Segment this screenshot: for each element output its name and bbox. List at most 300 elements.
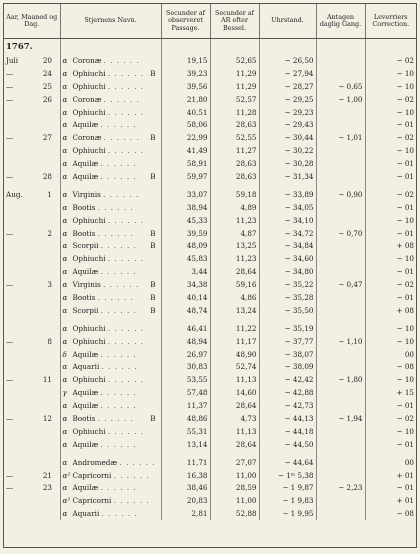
star-symbol: δ — [62, 349, 67, 359]
leverrier-correction: − 01 — [365, 265, 416, 278]
day: 11 — [42, 375, 52, 385]
leverrier-correction: − 10 — [365, 252, 416, 265]
star-symbol: α — [62, 280, 68, 290]
date-cell — [4, 131, 60, 144]
daily-rate — [316, 360, 365, 373]
clock-error: − 34,84 — [259, 239, 316, 252]
star-symbol: α — [62, 375, 68, 385]
star-cell — [60, 317, 161, 335]
star-name: Ophiuchi — [72, 215, 106, 225]
observed-seconds: 30,83 — [161, 360, 210, 373]
month: — — [6, 375, 14, 385]
star-name: Coronæ — [72, 94, 102, 104]
bessel-seconds: 28,59 — [210, 482, 259, 495]
month: — — [6, 483, 14, 493]
leader-dots: . . . . . . — [119, 457, 156, 467]
leader-dots: . . . . . . — [100, 120, 137, 130]
daily-rate — [316, 170, 365, 183]
clock-error: − 37,77 — [259, 335, 316, 348]
date-cell — [4, 170, 60, 183]
date-cell — [4, 451, 60, 469]
star-name: Ophiuchi — [72, 254, 106, 264]
observed-seconds: 48,09 — [161, 239, 210, 252]
bessel-seconds: 4,87 — [210, 227, 259, 240]
month: — — [6, 228, 14, 238]
star-symbol: α — [62, 202, 68, 212]
day: 23 — [42, 483, 52, 493]
star-symbol: α — [62, 55, 68, 65]
table-row — [4, 201, 416, 214]
date-cell — [4, 348, 60, 361]
star-symbol: α — [62, 483, 68, 493]
star-symbol: α — [62, 362, 68, 372]
daily-rate: − 1,00 — [316, 93, 365, 106]
day: 1 — [47, 189, 52, 199]
table-row — [4, 482, 416, 495]
bessel-seconds: 52,57 — [210, 93, 259, 106]
star-name: Aquilæ — [72, 439, 99, 449]
date-cell — [4, 106, 60, 119]
star-symbol: α — [62, 215, 68, 225]
clock-error: − 29,43 — [259, 118, 316, 131]
star-cell — [60, 507, 161, 520]
leader-dots: . . . . . . — [100, 159, 137, 169]
star-name: Ophiuchi — [72, 426, 106, 436]
leverrier-correction: − 10 — [365, 67, 416, 80]
daily-rate — [316, 438, 365, 451]
star-name: Aquilæ — [72, 267, 99, 277]
bessel-seconds: 59,18 — [210, 183, 259, 201]
clock-error: − 42,88 — [259, 386, 316, 399]
bessel-seconds: 14,60 — [210, 386, 259, 399]
star-cell — [60, 93, 161, 106]
table-row — [4, 265, 416, 278]
star-symbol: γ — [62, 388, 67, 398]
star-symbol: α — [62, 305, 68, 315]
observed-seconds: 20,83 — [161, 494, 210, 507]
table-row — [4, 183, 416, 201]
leverrier-correction: − 01 — [365, 118, 416, 131]
star-symbol: α — [62, 426, 68, 436]
bessel-seconds: 11,29 — [210, 80, 259, 93]
star-symbol: α — [62, 336, 68, 346]
star-cell — [60, 214, 161, 227]
table-row — [4, 214, 416, 227]
date-cell — [4, 183, 60, 201]
leader-dots: . . . . . . — [100, 388, 137, 398]
leader-dots: . . . . . . — [100, 401, 137, 411]
leverrier-correction: − 01 — [365, 482, 416, 495]
month: Aug. — [6, 189, 23, 199]
date-cell — [4, 201, 60, 214]
daily-rate — [316, 118, 365, 131]
star-cell — [60, 494, 161, 507]
observed-seconds: 58,06 — [161, 118, 210, 131]
star-symbol: α — [62, 133, 68, 143]
star-name: Ophiuchi — [72, 323, 106, 333]
star-symbol: α — [62, 228, 68, 238]
star-name: Scorpii — [72, 305, 99, 315]
bessel-seconds: 48,90 — [210, 348, 259, 361]
star-name: Coronæ — [72, 55, 102, 65]
leverrier-correction: − 01 — [365, 399, 416, 412]
table-row — [4, 239, 416, 252]
star-cell — [60, 239, 161, 252]
day: 25 — [42, 81, 52, 91]
observed-seconds: 48,94 — [161, 335, 210, 348]
table-row — [4, 507, 416, 520]
star-symbol: α — [62, 401, 68, 411]
table-row — [4, 67, 416, 80]
bessel-seconds: 52,55 — [210, 131, 259, 144]
star-name: Ophiuchi — [72, 81, 106, 91]
date-cell — [4, 214, 60, 227]
header-bessel: Secunder af AR efter Bessel. — [210, 4, 259, 39]
leader-dots: . . . . . . — [107, 68, 144, 78]
star-cell — [60, 482, 161, 495]
daily-rate — [316, 451, 365, 469]
bessel-seconds: 4,73 — [210, 412, 259, 425]
bessel-flag: B — [150, 305, 156, 315]
observed-seconds: 59,97 — [161, 170, 210, 183]
daily-rate — [316, 54, 365, 67]
star-name: Bootis — [72, 202, 96, 212]
observed-seconds: 39,56 — [161, 80, 210, 93]
star-cell — [60, 425, 161, 438]
leader-dots: . . . . . . — [107, 254, 144, 264]
observed-seconds: 57,48 — [161, 386, 210, 399]
star-name: Ophiuchi — [72, 107, 106, 117]
day: 20 — [42, 55, 52, 65]
observed-seconds: 33,07 — [161, 183, 210, 201]
leverrier-correction: − 10 — [365, 373, 416, 386]
daily-rate — [316, 469, 365, 482]
observed-seconds: 40,51 — [161, 106, 210, 119]
bessel-seconds: 11,22 — [210, 317, 259, 335]
bessel-seconds: 11,27 — [210, 144, 259, 157]
clock-error: − 34,72 — [259, 227, 316, 240]
bessel-flag: B — [150, 413, 156, 423]
date-cell — [4, 425, 60, 438]
month: Juli — [6, 55, 19, 65]
bessel-seconds: 28,63 — [210, 157, 259, 170]
date-cell — [4, 317, 60, 335]
observed-seconds: 39,23 — [161, 67, 210, 80]
leverrier-correction: − 01 — [365, 170, 416, 183]
leverrier-correction: − 08 — [365, 507, 416, 520]
bessel-seconds: 28,64 — [210, 265, 259, 278]
bessel-flag: B — [150, 228, 156, 238]
leader-dots: . . . . . . — [103, 280, 140, 290]
daily-rate — [316, 144, 365, 157]
clock-error: − 38,09 — [259, 360, 316, 373]
clock-error: − 34,60 — [259, 252, 316, 265]
star-name: Ophiuchi — [72, 68, 106, 78]
leverrier-correction: 00 — [365, 451, 416, 469]
star-symbol: α² — [62, 470, 71, 480]
star-symbol: α — [62, 94, 68, 104]
header-clock: Uhrstand. — [259, 4, 316, 39]
bessel-seconds: 52,74 — [210, 360, 259, 373]
day: 28 — [42, 171, 52, 181]
clock-error: − 30,44 — [259, 131, 316, 144]
daily-rate — [316, 214, 365, 227]
daily-rate: − 0,70 — [316, 227, 365, 240]
table-row — [4, 386, 416, 399]
day: 3 — [47, 280, 52, 290]
day: 2 — [47, 228, 52, 238]
month: — — [6, 470, 14, 480]
star-symbol: α — [62, 267, 68, 277]
leader-dots: . . . . . . — [107, 146, 144, 156]
header-date: Aar, Maaned og Dag. — [4, 4, 60, 39]
star-symbol: α — [62, 146, 68, 156]
observed-seconds: 38,94 — [161, 201, 210, 214]
date-cell — [4, 252, 60, 265]
bessel-seconds: 11,23 — [210, 214, 259, 227]
star-symbol: α — [62, 120, 68, 130]
date-cell — [4, 144, 60, 157]
bessel-seconds: 13,25 — [210, 239, 259, 252]
date-cell — [4, 360, 60, 373]
table-row — [4, 304, 416, 317]
table-row — [4, 348, 416, 361]
year-label: 1767. — [6, 41, 33, 52]
observed-seconds: 39,59 — [161, 227, 210, 240]
leader-dots: . . . . . . — [107, 426, 144, 436]
observed-seconds: 22,99 — [161, 131, 210, 144]
leader-dots: . . . . . . — [107, 336, 144, 346]
star-symbol: α — [62, 457, 68, 467]
star-name: Capricorni — [72, 470, 112, 480]
star-cell — [60, 170, 161, 183]
daily-rate — [316, 399, 365, 412]
clock-error: − 33,89 — [259, 183, 316, 201]
leader-dots: . . . . . . — [97, 202, 134, 212]
leader-dots: . . . . . . — [107, 323, 144, 333]
leverrier-correction: − 02 — [365, 54, 416, 67]
leverrier-correction: + 15 — [365, 386, 416, 399]
clock-error: − 27,94 — [259, 67, 316, 80]
table-row — [4, 373, 416, 386]
star-symbol: α² — [62, 496, 71, 506]
observed-seconds: 19,15 — [161, 54, 210, 67]
daily-rate — [316, 67, 365, 80]
star-name: Aquilæ — [72, 171, 99, 181]
table-row — [4, 399, 416, 412]
star-cell — [60, 360, 161, 373]
bessel-seconds: 4,86 — [210, 291, 259, 304]
leverrier-correction: − 02 — [365, 131, 416, 144]
table-row — [4, 227, 416, 240]
daily-rate — [316, 157, 365, 170]
leader-dots: . . . . . . — [97, 292, 134, 302]
bessel-seconds: 11,29 — [210, 67, 259, 80]
observed-seconds: 48,74 — [161, 304, 210, 317]
star-symbol: α — [62, 413, 68, 423]
table-row — [4, 438, 416, 451]
star-name: Aquilæ — [72, 120, 99, 130]
date-cell — [4, 227, 60, 240]
date-cell — [4, 438, 60, 451]
clock-error: − 1 9,83 — [259, 494, 316, 507]
clock-error: − 29,23 — [259, 106, 316, 119]
leverrier-correction: 00 — [365, 348, 416, 361]
clock-error: − 42,73 — [259, 399, 316, 412]
bessel-seconds: 11,17 — [210, 335, 259, 348]
star-name: Aquilæ — [72, 159, 99, 169]
star-cell — [60, 469, 161, 482]
star-symbol: α — [62, 107, 68, 117]
bessel-seconds: 52,65 — [210, 54, 259, 67]
clock-error: − 42,42 — [259, 373, 316, 386]
observed-seconds: 3,44 — [161, 265, 210, 278]
leverrier-correction: − 10 — [365, 335, 416, 348]
star-cell — [60, 386, 161, 399]
year-row — [4, 39, 416, 55]
day: 24 — [42, 68, 52, 78]
daily-rate — [316, 304, 365, 317]
leverrier-correction: − 10 — [365, 425, 416, 438]
leader-dots: . . . . . . — [97, 228, 134, 238]
table-row — [4, 170, 416, 183]
observed-seconds: 11,37 — [161, 399, 210, 412]
star-name: Ophiuchi — [72, 375, 106, 385]
star-symbol: α — [62, 509, 68, 519]
daily-rate — [316, 507, 365, 520]
leader-dots: . . . . . . — [101, 509, 138, 519]
daily-rate — [316, 386, 365, 399]
daily-rate: − 1,10 — [316, 335, 365, 348]
star-cell — [60, 348, 161, 361]
star-name: Aquilæ — [72, 349, 99, 359]
star-name: Coronæ — [72, 133, 102, 143]
star-cell — [60, 265, 161, 278]
bessel-seconds: 28,63 — [210, 170, 259, 183]
daily-rate: − 1,94 — [316, 412, 365, 425]
star-cell — [60, 157, 161, 170]
star-cell — [60, 291, 161, 304]
star-name: Bootis — [72, 292, 96, 302]
table-row — [4, 157, 416, 170]
clock-error: − 30,28 — [259, 157, 316, 170]
leader-dots: . . . . . . — [107, 375, 144, 385]
bessel-seconds: 11,00 — [210, 494, 259, 507]
day: 21 — [42, 470, 52, 480]
table-row — [4, 131, 416, 144]
daily-rate — [316, 239, 365, 252]
bessel-flag: B — [150, 292, 156, 302]
table-row — [4, 80, 416, 93]
star-symbol: α — [62, 159, 68, 169]
clock-error: − 44,18 — [259, 425, 316, 438]
daily-rate: − 1,01 — [316, 131, 365, 144]
bessel-seconds: 52,88 — [210, 507, 259, 520]
clock-error: − 28,27 — [259, 80, 316, 93]
daily-rate: − 0,47 — [316, 278, 365, 291]
clock-error: − 35,22 — [259, 278, 316, 291]
bessel-seconds: 28,63 — [210, 118, 259, 131]
bessel-seconds: 11,23 — [210, 252, 259, 265]
leader-dots: . . . . . . — [100, 349, 137, 359]
observed-seconds: 46,41 — [161, 317, 210, 335]
clock-error: − 35,28 — [259, 291, 316, 304]
star-symbol: α — [62, 323, 68, 333]
star-cell — [60, 227, 161, 240]
month: — — [6, 336, 14, 346]
observed-seconds: 40,14 — [161, 291, 210, 304]
leader-dots: . . . . . . — [107, 107, 144, 117]
header-star: Stjernens Navn. — [60, 4, 161, 39]
star-cell — [60, 131, 161, 144]
date-cell — [4, 304, 60, 317]
table-row — [4, 118, 416, 131]
star-cell — [60, 278, 161, 291]
date-cell — [4, 67, 60, 80]
month: — — [6, 68, 14, 78]
bessel-seconds: 28,64 — [210, 399, 259, 412]
date-cell — [4, 54, 60, 67]
star-name: Ophiuchi — [72, 146, 106, 156]
observed-seconds: 21,80 — [161, 93, 210, 106]
table-row — [4, 335, 416, 348]
clock-error: − 31,34 — [259, 170, 316, 183]
month: — — [6, 94, 14, 104]
leverrier-correction: − 10 — [365, 80, 416, 93]
clock-error: − 34,10 — [259, 214, 316, 227]
star-name: Aquilæ — [72, 483, 99, 493]
month: — — [6, 81, 14, 91]
star-name: Virginis — [72, 280, 101, 290]
daily-rate: − 0,65 — [316, 80, 365, 93]
observed-seconds: 13,14 — [161, 438, 210, 451]
daily-rate — [316, 265, 365, 278]
table-row — [4, 144, 416, 157]
leader-dots: . . . . . . — [100, 483, 137, 493]
daily-rate: − 2,23 — [316, 482, 365, 495]
observed-seconds: 45,83 — [161, 252, 210, 265]
bessel-flag: B — [150, 241, 156, 251]
daily-rate: − 0,90 — [316, 183, 365, 201]
leverrier-correction: − 08 — [365, 360, 416, 373]
leader-dots: . . . . . . — [100, 171, 137, 181]
daily-rate — [316, 252, 365, 265]
star-cell — [60, 399, 161, 412]
ledger-page — [3, 3, 417, 548]
observed-seconds: 45,33 — [161, 214, 210, 227]
table-row — [4, 412, 416, 425]
star-symbol: α — [62, 254, 68, 264]
star-cell — [60, 118, 161, 131]
date-cell — [4, 118, 60, 131]
leverrier-correction: − 02 — [365, 183, 416, 201]
clock-error: − 1 9,87 — [259, 482, 316, 495]
daily-rate — [316, 201, 365, 214]
observed-seconds: 11,71 — [161, 451, 210, 469]
star-name: Capricorni — [72, 496, 112, 506]
bessel-seconds: 11,13 — [210, 373, 259, 386]
date-cell — [4, 93, 60, 106]
star-cell — [60, 412, 161, 425]
table-row — [4, 54, 416, 67]
star-cell — [60, 183, 161, 201]
clock-error: − 29,25 — [259, 93, 316, 106]
star-symbol: α — [62, 292, 68, 302]
observed-seconds: 2,81 — [161, 507, 210, 520]
date-cell — [4, 386, 60, 399]
bessel-flag: B — [150, 68, 156, 78]
leader-dots: . . . . . . — [103, 94, 140, 104]
